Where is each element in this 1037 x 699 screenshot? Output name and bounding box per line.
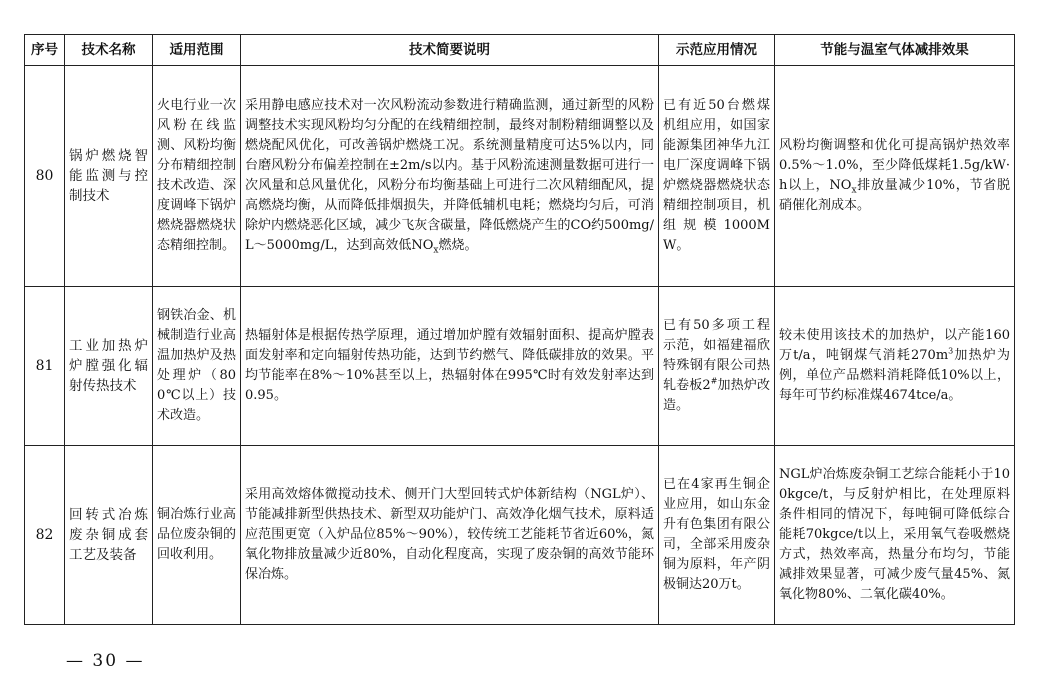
effect-text: 风粉均衡调整和优化可提高锅炉热效率0.5%～1.0%，至少降低煤耗1.5g/kW·h以上，NO	[779, 138, 1010, 193]
cubic-superscript: 3	[948, 346, 954, 356]
row-description	[241, 66, 659, 287]
row-description: 采用高效熔体微搅动技术、侧开门大型回转式炉体新结构（NGL炉）、节能减排新型供热技术、新型双功能炉门、高效净化烟气技术，原料适应范围更宽（入炉品位85%～90%），较传统工艺能耗节省近60%，氮氧化物排放量减少近80%，自动化程度高，实现了废杂铜的高效节能环保冶炼。	[241, 446, 659, 625]
table-row	[25, 287, 1015, 446]
demo-text-end: 加热炉改造。	[663, 378, 770, 413]
description-text: 采用静电感应技术对一次风粉流动参数进行精确监测，通过新型的风粉调整技术实现风粉均匀分配的在线精细控制，最终对制粉精细调整以及燃烧配风优化，可改善锅炉燃烧工况。系统测量精度可达5%以内，同台磨风粉分布偏差控制在±2m/s以内。基于风粉流速测量数据可进行一次风量和总风量优化，风粉分布均衡基础上可进行二次风精细配风，提高燃烧均衡，从而降低排烟损失，并降低辅机电耗；燃烧均匀后，可消除炉内燃烧恶化区域，减少飞灰含碳量，降低燃烧产生的CO约500mg/L～5000mg/L，达到高效低NO	[245, 98, 654, 253]
table-row	[25, 66, 1015, 287]
header-scope: 适用范围	[153, 35, 241, 66]
effect-text-end: 排放量减少10%，节省脱硝催化剂成本。	[779, 178, 1010, 213]
row-demo: 已有近50台燃煤机组应用，如国家能源集团神华九江电厂深度调峰下锅炉燃烧器燃烧状态精细控制项目，机组规模1000MW。	[659, 66, 775, 287]
description-text-end: 燃烧。	[438, 238, 478, 253]
hash-superscript: #	[710, 376, 718, 386]
effect-text-end: 加热炉为例，单位产品燃料消耗降低10%以上，每年可节约标准煤4674tce/a。	[779, 348, 1010, 403]
technology-table	[24, 34, 1015, 625]
nox-subscript: x	[851, 185, 857, 196]
nox-subscript: x	[433, 245, 439, 256]
effect-text: 较未使用该技术的加热炉，以产能160万t/a，吨钢煤气消耗270m	[779, 328, 1010, 363]
row-index: 81	[25, 287, 65, 446]
header-demo: 示范应用情况	[659, 35, 775, 66]
row-scope: 铜冶炼行业高品位废杂铜的回收利用。	[153, 446, 241, 625]
row-effect: NGL炉冶炼废杂铜工艺综合能耗小于100kgce/t，与反射炉相比，在处理原料条件相同的情况下，每吨铜可降低综合能耗70kgce/t以上，采用氧气卷吸燃烧方式，热效率高，热量分布均匀，节能减排效果显著，可减少废气量45%、氮氧化物80%、二氧化碳40%。	[775, 446, 1015, 625]
row-demo	[659, 287, 775, 446]
header-index: 序号	[25, 35, 65, 66]
header-description: 技术简要说明	[241, 35, 659, 66]
row-tech-name: 工业加热炉炉膛强化辐射传热技术	[65, 287, 153, 446]
demo-text: 已有50多项工程示范，如福建福欣特殊钢有限公司热轧卷板2	[663, 318, 770, 393]
row-scope: 火电行业一次风粉在线监测、风粉均衡分布精细控制技术改造、深度调峰下锅炉燃烧器燃烧状态精细控制。	[153, 66, 241, 287]
header-effect: 节能与温室气体减排效果	[775, 35, 1015, 66]
row-index: 80	[25, 66, 65, 287]
row-effect	[775, 287, 1015, 446]
row-scope: 钢铁冶金、机械制造行业高温加热炉及热处理炉（800℃以上）技术改造。	[153, 287, 241, 446]
row-tech-name: 回转式冶炼废杂铜成套工艺及装备	[65, 446, 153, 625]
row-effect	[775, 66, 1015, 287]
header-tech-name: 技术名称	[65, 35, 153, 66]
row-tech-name: 锅炉燃烧智能监测与控制技术	[65, 66, 153, 287]
row-description: 热辐射体是根据传热学原理，通过增加炉膛有效辐射面积、提高炉膛表面发射率和定向辐射传热功能，达到节约燃气、降低碳排放的效果。平均节能率在8%～10%甚至以上，热辐射体在995℃时有效发射率达到0.95。	[241, 287, 659, 446]
table-row	[25, 446, 1015, 625]
table-header-row	[25, 35, 1015, 66]
page-number: — 30 —	[66, 651, 145, 671]
row-demo: 已在4家再生铜企业应用，如山东金升有色集团有限公司，全部采用废杂铜为原料，年产阴极铜达20万t。	[659, 446, 775, 625]
row-index: 82	[25, 446, 65, 625]
